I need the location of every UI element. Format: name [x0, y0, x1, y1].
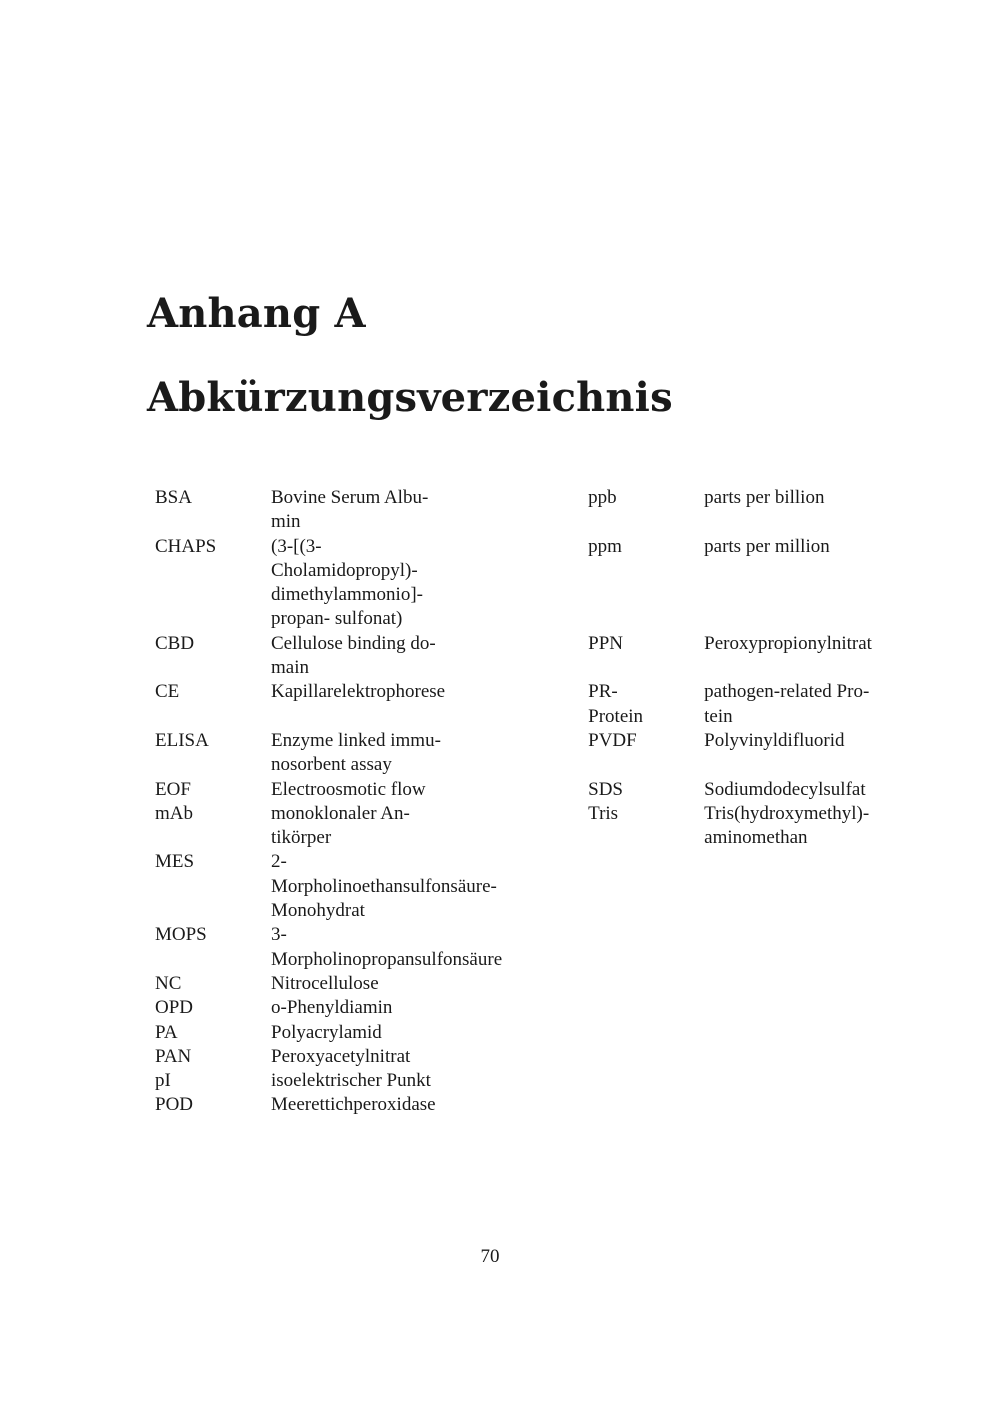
text-line: Morpholinopropansulfonsäure: [271, 948, 503, 970]
description-right: Sodiumdodecylsulfat: [704, 778, 866, 800]
text-line: PR-: [588, 681, 618, 703]
table-row: [155, 850, 904, 923]
description-left: Nitrocellulose: [271, 972, 379, 994]
text-line: dimethylammonio]-: [271, 584, 423, 606]
table-row: [155, 923, 904, 972]
abbreviation-left: pI: [155, 1070, 171, 1092]
abbreviation-right: [588, 923, 704, 972]
abbreviation-left: POD: [155, 1094, 194, 1116]
abbreviation-left: OPD: [155, 997, 194, 1019]
abbreviation-right: [588, 850, 704, 923]
description-right: [704, 1045, 904, 1069]
description-left: Polyacrylamid: [271, 1021, 382, 1043]
table-row: [155, 996, 904, 1020]
description-left: [271, 632, 588, 681]
table-row: [155, 486, 904, 535]
description-right: [704, 972, 904, 996]
description-right: [704, 1021, 904, 1045]
text-line: Enzyme linked immu-: [271, 729, 441, 751]
table-row: [155, 535, 904, 632]
abbreviation-left: MOPS: [155, 924, 207, 946]
text-line: 2-: [271, 851, 287, 873]
table-row: [155, 972, 904, 996]
text-line: pathogen-related Pro-: [704, 681, 870, 703]
text-line: Cellulose binding do-: [271, 632, 436, 654]
description-right: [704, 680, 904, 729]
text-line: Monohydrat: [271, 900, 365, 922]
description-right: Polyvinyldifluorid: [704, 729, 845, 751]
description-right: parts per billion: [704, 487, 825, 508]
text-line: Cholamidopropyl)-: [271, 559, 418, 581]
abbreviation-table: [155, 486, 904, 1118]
abbreviation-right: PPN: [588, 632, 623, 654]
chapter-title: Abkürzungsverzeichnis: [147, 374, 673, 421]
abbreviation-left: ELISA: [155, 729, 209, 751]
text-line: Bovine Serum Albu-: [271, 487, 429, 508]
text-line: monoklonaler An-: [271, 802, 410, 824]
abbreviation-right: [588, 996, 704, 1020]
table-row: [155, 778, 904, 802]
text-line: Protein: [588, 705, 644, 727]
description-left: [271, 923, 588, 972]
abbreviation-left: CBD: [155, 632, 195, 654]
description-left: Peroxyacetylnitrat: [271, 1045, 411, 1067]
table-row: [155, 802, 904, 851]
description-left: isoelektrischer Punkt: [271, 1070, 431, 1092]
text-line: tikörper: [271, 827, 332, 849]
table-row: [155, 1021, 904, 1045]
description-left: Meerettichperoxidase: [271, 1094, 436, 1116]
description-left: [271, 486, 588, 535]
abbreviation-table-body: [155, 486, 904, 1118]
text-line: nosorbent assay: [271, 754, 392, 776]
description-right: [704, 923, 904, 972]
description-right: [704, 1069, 904, 1093]
description-left: Electroosmotic flow: [271, 778, 426, 800]
abbreviation-left: PA: [155, 1021, 178, 1043]
abbreviation-right: PVDF: [588, 729, 637, 751]
description-right: [704, 1093, 904, 1117]
text-line: Tris(hydroxymethyl)-: [704, 802, 870, 824]
abbreviation-right: [588, 680, 704, 729]
table-row: [155, 1069, 904, 1093]
table-row: [155, 1045, 904, 1069]
abbreviation-left: mAb: [155, 802, 193, 824]
abbreviation-right: ppm: [588, 535, 622, 557]
abbreviation-left: PAN: [155, 1045, 192, 1067]
text-line: aminomethan: [704, 827, 808, 849]
description-left: Kapillarelektrophorese: [271, 681, 446, 703]
abbreviation-left: MES: [155, 851, 195, 873]
abbreviation-left: NC: [155, 972, 182, 994]
chapter-heading: Anhang A: [147, 290, 366, 337]
description-left: [271, 802, 588, 851]
abbreviation-right: [588, 1021, 704, 1045]
description-right: parts per million: [704, 535, 830, 557]
abbreviation-right: ppb: [588, 487, 617, 508]
table-row: [155, 632, 904, 681]
table-row: [155, 729, 904, 778]
abbreviation-right: Tris: [588, 802, 619, 824]
abbreviation-right: SDS: [588, 778, 623, 800]
description-right: [704, 802, 904, 851]
abbreviation-right: [588, 1093, 704, 1117]
text-line: propan- sulfonat): [271, 608, 403, 630]
description-right: [704, 996, 904, 1020]
table-row: [155, 680, 904, 729]
text-line: min: [271, 511, 301, 533]
description-left: [271, 729, 588, 778]
description-left: o-Phenyldiamin: [271, 997, 393, 1019]
abbreviation-left: CHAPS: [155, 535, 217, 557]
abbreviation-left: EOF: [155, 778, 191, 800]
abbreviation-right: [588, 1069, 704, 1093]
table-row: [155, 1093, 904, 1117]
abbreviation-left: BSA: [155, 487, 192, 508]
abbreviation-right: [588, 972, 704, 996]
text-line: (3-[(3-: [271, 535, 322, 557]
text-line: Morpholinoethansulfonsäure-: [271, 875, 497, 897]
text-line: main: [271, 657, 309, 679]
abbreviation-left: CE: [155, 681, 180, 703]
text-line: 3-: [271, 924, 287, 946]
text-line: tein: [704, 705, 733, 727]
abbreviation-right: [588, 1045, 704, 1069]
description-left: [271, 850, 588, 923]
page-number: 70: [480, 1246, 500, 1267]
description-left: [271, 535, 588, 632]
description-right: Peroxypropionylnitrat: [704, 632, 872, 654]
description-right: [704, 850, 904, 923]
